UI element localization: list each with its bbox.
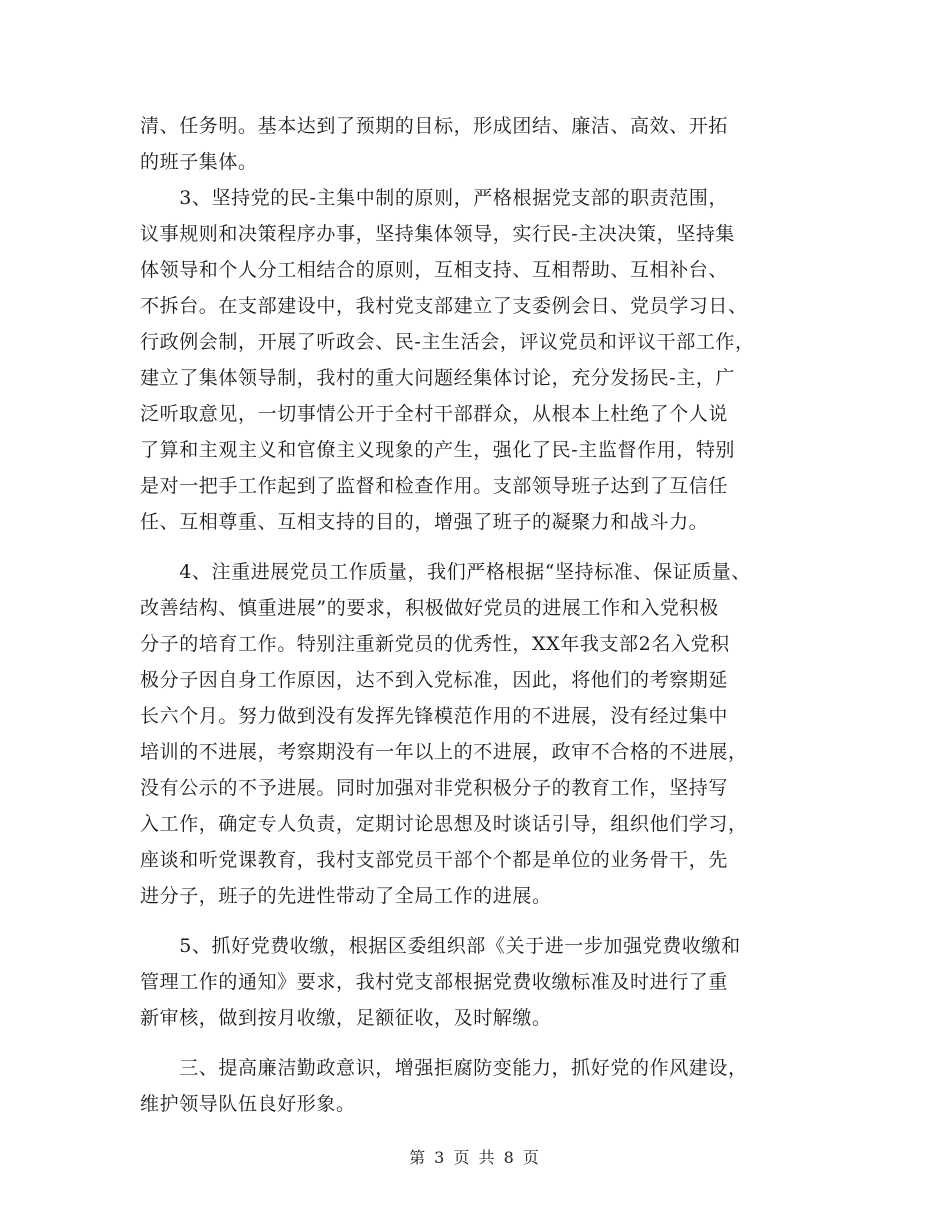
text-line: 入工作，确定专人负责，定期讨论思想及时谈话引导，组织他们学习， <box>140 813 748 835</box>
text-line: 不拆台。在支部建设中，我村党支部建立了支委例会日、党员学习日、 <box>140 295 748 317</box>
text-line: 极分子因自身工作原因，达不到入党标准，因此，将他们的考察期延 <box>140 669 729 691</box>
text-line: 改善结构、慎重进展”的要求，积极做好党员的进展工作和入党积极 <box>140 597 719 619</box>
text-line: 进分子，班子的先进性带动了全局工作的进展。 <box>140 885 552 907</box>
text-line: 了算和主观主义和官僚主义现象的产生，强化了民-主监督作用，特别 <box>140 439 736 461</box>
text-line: 3、坚持党的民-主集中制的原则，严格根据党支部的职责范围， <box>140 187 729 209</box>
text-line: 建立了集体领导制，我村的重大问题经集体讨论，充分发扬民-主，广 <box>140 367 736 389</box>
text-line: 的班子集体。 <box>140 151 258 173</box>
text-line: 新审核，做到按月收缴，足额征收，及时解缴。 <box>140 1007 552 1029</box>
text-line: 清、任务明。基本达到了预期的目标，形成团结、廉洁、高效、开拓 <box>140 115 729 137</box>
text-line: 座谈和听党课教育，我村支部党员干部个个都是单位的业务骨干，先 <box>140 849 729 871</box>
text-line: 是对一把手工作起到了监督和检查作用。支部领导班子达到了互信任 <box>140 475 729 497</box>
text-line: 泛听取意见，一切事情公开于全村干部群众，从根本上杜绝了个人说 <box>140 403 729 425</box>
text-line: 议事规则和决策程序办事，坚持集体领导，实行民-主决决策，坚持集 <box>140 223 736 245</box>
text-line: 分子的培育工作。特别注重新党员的优秀性，XX年我支部2名入党积 <box>140 633 730 655</box>
text-line: 三、提高廉洁勤政意识，增强拒腐防变能力，抓好党的作风建设， <box>140 1057 748 1079</box>
text-line: 4、注重进展党员工作质量，我们严格根据“坚持标准、保证质量、 <box>140 561 752 583</box>
text-line: 培训的不进展，考察期没有一年以上的不进展，政审不合格的不进展， <box>140 741 748 763</box>
text-line: 管理工作的通知》要求，我村党支部根据党费收缴标准及时进行了重 <box>140 971 729 993</box>
text-line: 长六个月。努力做到没有发挥先锋模范作用的不进展，没有经过集中 <box>140 705 729 727</box>
text-line: 5、抓好党费收缴，根据区委组织部《关于进一步加强党费收缴和 <box>140 935 741 957</box>
page-number: 第 3 页 共 8 页 <box>409 1148 541 1167</box>
text-line: 任、互相尊重、互相支持的目的，增强了班子的凝聚力和战斗力。 <box>140 511 709 533</box>
text-line: 行政例会制，开展了听政会、民-主生活会，评议党员和评议干部工作， <box>140 331 755 353</box>
text-line: 没有公示的不予进展。同时加强对非党积极分子的教育工作，坚持写 <box>140 777 729 799</box>
text-line: 体领导和个人分工相结合的原则，互相支持、互相帮助、互相补台、 <box>140 259 729 281</box>
text-line: 维护领导队伍良好形象。 <box>140 1093 356 1115</box>
